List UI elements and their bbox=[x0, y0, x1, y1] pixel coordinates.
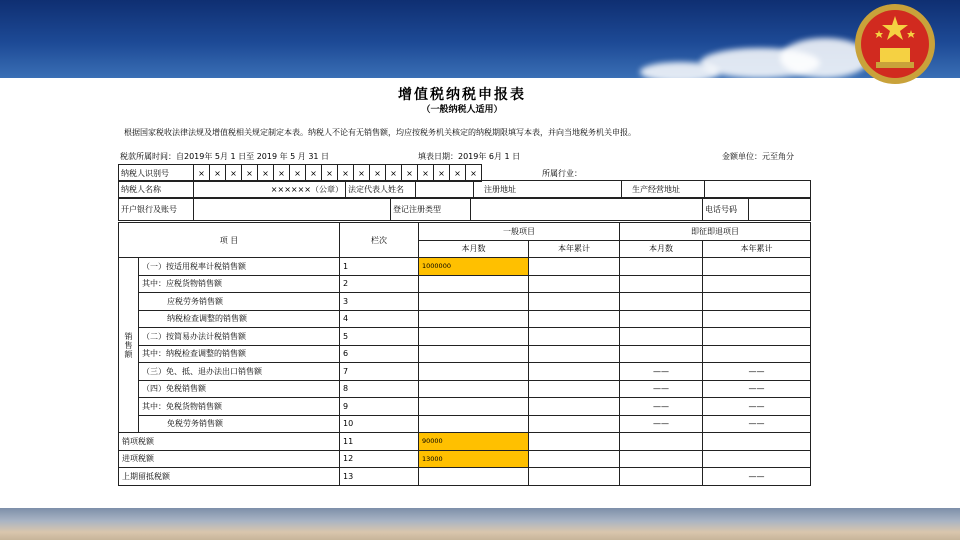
general-year-cell[interactable] bbox=[529, 450, 620, 468]
general-year-cell[interactable] bbox=[529, 345, 620, 363]
refund-year-cell[interactable] bbox=[703, 293, 811, 311]
reg-type-field[interactable] bbox=[471, 199, 703, 221]
phone-field[interactable] bbox=[749, 199, 811, 221]
row-label: （二）按简易办法计税销售额 bbox=[139, 328, 340, 346]
bank-field[interactable] bbox=[194, 199, 391, 221]
row-line-no: 8 bbox=[340, 380, 419, 398]
table-row bbox=[119, 345, 811, 363]
refund-month-cell[interactable] bbox=[620, 310, 703, 328]
row-line-no: 7 bbox=[340, 363, 419, 381]
general-year-cell[interactable] bbox=[529, 468, 620, 486]
declaration-rows bbox=[119, 258, 811, 486]
general-month-cell[interactable] bbox=[419, 468, 529, 486]
general-year-cell[interactable] bbox=[529, 433, 620, 451]
row-line-no: 1 bbox=[340, 258, 419, 276]
taxpayer-id-label: 纳税人识别号 bbox=[119, 165, 194, 182]
id-digit-box[interactable]: × bbox=[354, 165, 370, 182]
refund-year-cell[interactable]: —— bbox=[703, 380, 811, 398]
refund-year-cell[interactable]: —— bbox=[703, 363, 811, 381]
refund-year-cell[interactable] bbox=[703, 275, 811, 293]
row-label: （三）免、抵、退办法出口销售额 bbox=[139, 363, 340, 381]
row-line-no: 9 bbox=[340, 398, 419, 416]
item-header: 项 目 bbox=[119, 223, 340, 258]
line-no-header: 栏次 bbox=[340, 223, 419, 258]
general-month-cell[interactable] bbox=[419, 328, 529, 346]
taxpayer-name-label: 纳税人名称 bbox=[119, 181, 194, 198]
refund-year-cell[interactable]: —— bbox=[703, 398, 811, 416]
form-subtitle: （一般纳税人适用） bbox=[421, 105, 503, 115]
header-banner bbox=[0, 0, 960, 78]
table-row bbox=[119, 433, 811, 451]
general-month-cell[interactable] bbox=[419, 380, 529, 398]
taxpayer-id-row bbox=[119, 165, 811, 182]
general-year-cell[interactable] bbox=[529, 310, 620, 328]
row-line-no: 5 bbox=[340, 328, 419, 346]
table-row bbox=[119, 275, 811, 293]
general-month-cell[interactable] bbox=[419, 275, 529, 293]
table-row bbox=[119, 398, 811, 416]
refund-month-cell[interactable] bbox=[620, 328, 703, 346]
refund-month-cell[interactable]: —— bbox=[620, 398, 703, 416]
refund-year-header: 本年累计 bbox=[703, 240, 811, 258]
id-digit-box[interactable]: × bbox=[402, 165, 418, 182]
refund-month-cell[interactable] bbox=[620, 433, 703, 451]
refund-year-cell[interactable]: —— bbox=[703, 468, 811, 486]
id-digit-box[interactable]: × bbox=[194, 165, 210, 182]
row-label: （一）按适用税率计税销售额 bbox=[139, 258, 340, 276]
table-row bbox=[119, 293, 811, 311]
row-label: 纳税检查调整的销售额 bbox=[139, 310, 340, 328]
row-label: 进项税额 bbox=[119, 450, 340, 468]
refund-year-cell[interactable] bbox=[703, 450, 811, 468]
general-year-header: 本年累计 bbox=[529, 240, 620, 258]
refund-month-cell[interactable] bbox=[620, 345, 703, 363]
bank-label: 开户银行及账号 bbox=[119, 199, 194, 221]
refund-month-cell[interactable]: —— bbox=[620, 415, 703, 433]
legal-rep-label: 法定代表人姓名 bbox=[346, 181, 416, 198]
id-digit-box[interactable]: × bbox=[274, 165, 290, 182]
general-year-cell[interactable] bbox=[529, 293, 620, 311]
general-month-cell[interactable] bbox=[419, 398, 529, 416]
id-digit-box[interactable]: × bbox=[290, 165, 306, 182]
general-month-cell[interactable] bbox=[419, 310, 529, 328]
id-digit-box[interactable]: × bbox=[466, 165, 482, 182]
id-digit-box[interactable]: × bbox=[386, 165, 402, 182]
id-digit-box[interactable]: × bbox=[226, 165, 242, 182]
general-year-cell[interactable] bbox=[529, 328, 620, 346]
table-row bbox=[119, 310, 811, 328]
refund-header: 即征即退项目 bbox=[620, 223, 811, 241]
table-row bbox=[119, 328, 811, 346]
general-year-cell[interactable] bbox=[529, 363, 620, 381]
phone-label: 电话号码 bbox=[703, 199, 749, 221]
bank-info-table bbox=[118, 198, 811, 221]
row-label: 应税劳务销售额 bbox=[139, 293, 340, 311]
general-year-cell[interactable] bbox=[529, 415, 620, 433]
id-digit-box[interactable]: × bbox=[370, 165, 386, 182]
refund-month-cell[interactable]: —— bbox=[620, 363, 703, 381]
form-intro: 根据国家税收法律法规及增值税相关规定制定本表。纳税人不论有无销售额，均应按税务机关核定的纳税期限填写本表，并向当地税务机关申报。 bbox=[124, 128, 636, 137]
reg-type-label: 登记注册类型 bbox=[391, 199, 471, 221]
table-row bbox=[119, 468, 811, 486]
table-row bbox=[119, 415, 811, 433]
id-digit-box[interactable]: × bbox=[258, 165, 274, 182]
id-digit-box[interactable]: × bbox=[450, 165, 466, 182]
id-digit-box[interactable]: × bbox=[306, 165, 322, 182]
id-digit-box[interactable]: × bbox=[322, 165, 338, 182]
legal-rep-field[interactable] bbox=[416, 181, 474, 198]
refund-year-cell[interactable] bbox=[703, 258, 811, 276]
fill-date: 填表日期：2019年 6月 1 日 bbox=[418, 152, 521, 161]
row-line-no: 6 bbox=[340, 345, 419, 363]
reg-addr-label: 注册地址 bbox=[474, 181, 622, 198]
refund-year-cell[interactable] bbox=[703, 310, 811, 328]
refund-month-cell[interactable] bbox=[620, 293, 703, 311]
row-line-no: 11 bbox=[340, 433, 419, 451]
row-label: 其中：纳税检查调整的销售额 bbox=[139, 345, 340, 363]
general-year-cell[interactable] bbox=[529, 380, 620, 398]
footer-strip bbox=[0, 508, 960, 540]
row-line-no: 4 bbox=[340, 310, 419, 328]
general-month-cell[interactable] bbox=[419, 415, 529, 433]
refund-year-cell[interactable] bbox=[703, 328, 811, 346]
refund-year-cell[interactable] bbox=[703, 345, 811, 363]
refund-year-cell[interactable]: —— bbox=[703, 415, 811, 433]
row-label: （四）免税销售额 bbox=[139, 380, 340, 398]
industry-label: 所属行业： bbox=[542, 168, 582, 178]
row-line-no: 12 bbox=[340, 450, 419, 468]
refund-month-cell[interactable] bbox=[620, 275, 703, 293]
biz-addr-label: 生产经营地址 bbox=[622, 181, 705, 198]
general-month-cell[interactable]: 90000 bbox=[419, 433, 529, 451]
general-month-cell[interactable]: 1000000 bbox=[419, 258, 529, 276]
id-digit-box[interactable]: × bbox=[210, 165, 226, 182]
biz-addr-field[interactable] bbox=[705, 181, 811, 198]
row-label: 销项税额 bbox=[119, 433, 340, 451]
row-label: 其中：应税货物销售额 bbox=[139, 275, 340, 293]
sales-group-label: 销售额 bbox=[119, 258, 139, 433]
declaration-table bbox=[118, 222, 811, 486]
refund-month-header: 本月数 bbox=[620, 240, 703, 258]
table-row bbox=[119, 363, 811, 381]
general-month-cell[interactable] bbox=[419, 363, 529, 381]
tax-period: 税款所属时间：自2019年 5月 1 日至 2019 年 5 月 31 日 bbox=[120, 152, 330, 161]
tax-emblem-icon bbox=[852, 2, 938, 88]
general-month-header: 本月数 bbox=[419, 240, 529, 258]
id-digit-box[interactable]: × bbox=[434, 165, 450, 182]
id-digit-box[interactable]: × bbox=[242, 165, 258, 182]
general-year-cell[interactable] bbox=[529, 398, 620, 416]
row-label: 其中：免税货物销售额 bbox=[139, 398, 340, 416]
general-month-cell[interactable]: 13000 bbox=[419, 450, 529, 468]
table-row bbox=[119, 380, 811, 398]
tax-form-document bbox=[112, 80, 812, 490]
general-year-cell[interactable] bbox=[529, 275, 620, 293]
refund-month-cell[interactable]: —— bbox=[620, 380, 703, 398]
id-digit-box[interactable]: × bbox=[418, 165, 434, 182]
id-digit-box[interactable]: × bbox=[338, 165, 354, 182]
header-row-1 bbox=[119, 223, 811, 241]
refund-year-cell[interactable] bbox=[703, 433, 811, 451]
amount-unit: 金额单位：元至角分 bbox=[722, 152, 794, 161]
taxpayer-name-row bbox=[119, 181, 811, 198]
refund-month-cell[interactable] bbox=[620, 450, 703, 468]
general-month-cell[interactable] bbox=[419, 293, 529, 311]
table-row bbox=[119, 258, 811, 276]
row-line-no: 2 bbox=[340, 275, 419, 293]
row-line-no: 3 bbox=[340, 293, 419, 311]
general-header: 一般项目 bbox=[419, 223, 620, 241]
row-label: 免税劳务销售额 bbox=[139, 415, 340, 433]
bank-row bbox=[119, 199, 811, 221]
form-title: 增值税纳税申报表 bbox=[398, 87, 526, 103]
refund-month-cell[interactable] bbox=[620, 258, 703, 276]
row-line-no: 13 bbox=[340, 468, 419, 486]
general-month-cell[interactable] bbox=[419, 345, 529, 363]
taxpayer-name-value[interactable]: ××××××（公章） bbox=[194, 181, 346, 198]
general-year-cell[interactable] bbox=[529, 258, 620, 276]
row-line-no: 10 bbox=[340, 415, 419, 433]
table-row bbox=[119, 450, 811, 468]
row-label: 上期留抵税额 bbox=[119, 468, 340, 486]
taxpayer-name-table bbox=[118, 180, 811, 198]
refund-month-cell[interactable] bbox=[620, 468, 703, 486]
